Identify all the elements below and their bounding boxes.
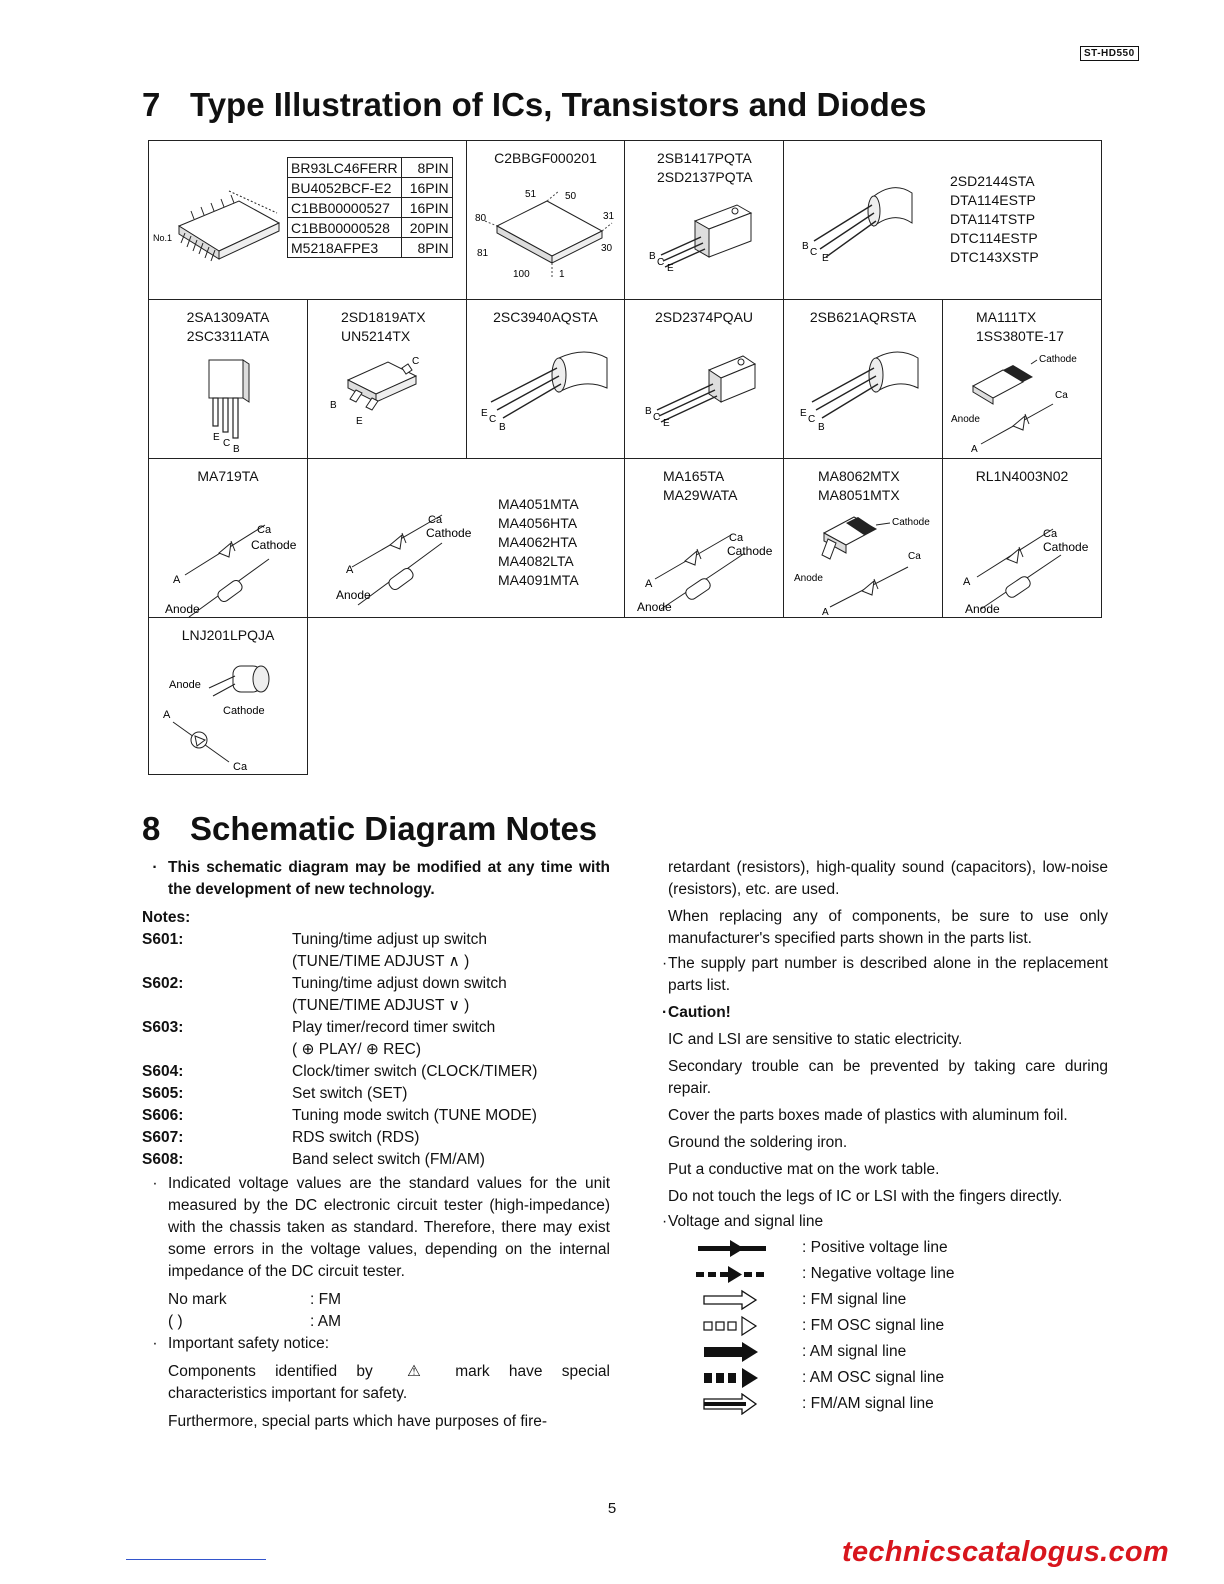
switch-id: S608:: [142, 1151, 184, 1168]
pin-label: E: [481, 408, 488, 419]
am-signal-icon: [662, 1341, 802, 1363]
pin-label: B: [499, 422, 506, 433]
legend-label: : AM signal line: [802, 1343, 907, 1360]
switch-desc: (TUNE/TIME ADJUST ∨ ): [292, 997, 470, 1014]
list-item: [142, 973, 610, 995]
led-illustration: [149, 658, 309, 774]
ic-pins: 8PIN: [401, 238, 452, 258]
pin-label: B: [649, 251, 656, 262]
section-8-title: [142, 810, 597, 848]
pin-label: A: [963, 576, 971, 588]
pin-label: Ca: [233, 761, 248, 773]
list-item: IC and LSI are sensitive to static electricity.: [668, 1031, 963, 1048]
ic-part: M5218AFPE3: [288, 238, 402, 258]
list-item: [662, 1391, 1108, 1417]
part-label: RL1N4003N02: [975, 468, 1069, 484]
part-label: MA165TA: [663, 468, 725, 484]
parts-paragraph: retardant (resistors), high-quality sound (capacitors), low-noise (resistors), etc. are used.: [668, 859, 1108, 898]
pin-label: 50: [565, 191, 577, 202]
list-item: [662, 1339, 1108, 1365]
notes-heading: Notes:: [142, 909, 191, 926]
transistor-to92-illustration: [784, 340, 944, 458]
intro-text: This schematic diagram may be modified at any time with the development of new technology.: [168, 859, 610, 898]
transistor-cell-621: [783, 299, 943, 459]
transistor-smd-illustration: [308, 350, 468, 458]
signal-heading: Voltage and signal line: [668, 1213, 824, 1230]
transistor-tab-illustration: [625, 340, 785, 458]
list-item: [142, 1127, 610, 1149]
model-badge: ST-HD550: [1080, 46, 1139, 61]
caution-heading: Caution!: [668, 1004, 731, 1021]
supply-note: · The supply part number is described alone in the replacement parts list.: [662, 953, 1108, 997]
caution-heading-row: · Caution!: [662, 1002, 1108, 1024]
table-row: [288, 238, 453, 258]
diode-axial-illustration: [149, 499, 309, 617]
table-row: [288, 158, 453, 178]
mark-legend: [168, 1289, 610, 1333]
list-item: [168, 1311, 610, 1333]
signal-heading-row: · Voltage and signal line: [662, 1211, 1108, 1233]
ic-pins: 20PIN: [401, 218, 452, 238]
list-item: Put a conductive mat on the work table.: [668, 1161, 940, 1178]
pin-label: 1: [559, 269, 565, 280]
safety-paragraph-2: Furthermore, special parts which have purposes of fire-: [168, 1413, 548, 1430]
transistor-tab-illustration: [625, 191, 785, 299]
diode-cell-8062: [783, 458, 943, 618]
ic-sop-illustration: [149, 181, 289, 271]
list-item: [142, 1039, 610, 1061]
section-7-number: 7: [142, 86, 161, 123]
list-item: [662, 1287, 1108, 1313]
diode-cell-4003: [942, 458, 1102, 618]
switch-desc: Set switch (SET): [292, 1085, 408, 1102]
transistor-cell-2374: [624, 299, 784, 459]
pin-label: A: [346, 564, 354, 576]
pin-label: Ca: [428, 514, 443, 526]
part-label: 2SB1417PQTA: [657, 150, 752, 166]
pin-label: E: [663, 418, 670, 429]
warning-triangle-icon: ⚠: [407, 1363, 421, 1380]
ic-package-cell: [148, 140, 467, 300]
list-item: Ground the soldering iron.: [668, 1134, 848, 1151]
qfp-illustration: [467, 181, 626, 299]
legend-label: : FM signal line: [802, 1291, 907, 1308]
legend-label: : FM/AM signal line: [802, 1395, 934, 1412]
pin-label: Cathode: [727, 544, 773, 558]
ic-part: C1BB00000528: [288, 218, 402, 238]
part-label: MA4056HTA: [498, 515, 578, 531]
caution-list: [668, 1029, 1108, 1208]
list-item: [142, 951, 610, 973]
mark-label: No mark: [168, 1291, 227, 1308]
pin-label: C: [653, 412, 661, 423]
list-item: [142, 995, 610, 1017]
switch-desc: Play timer/record timer switch: [292, 1019, 496, 1036]
diode-cell-111: [942, 299, 1102, 459]
supply-text: The supply part number is described alone in the replacement parts list.: [668, 955, 1108, 994]
switch-id: S603:: [142, 1019, 184, 1036]
part-label: MA8051MTX: [818, 487, 900, 503]
list-item: [142, 929, 610, 951]
diode-smd-illustration: [943, 348, 1103, 458]
pin-label: C: [810, 247, 818, 258]
pin-label: Ca: [729, 532, 744, 544]
section-8-title-text: Schematic Diagram Notes: [190, 810, 598, 847]
voltage-note: · Indicated voltage values are the standard values for the unit measured by the DC electronic circuit tester (high-impedance) with the chassis taken as standard. Therefore, there may exist some errors in the voltage values, depending on the internal impedance of the DC circuit tester.: [142, 1173, 610, 1283]
pin-label: Anode: [169, 679, 201, 691]
table-row: [288, 218, 453, 238]
part-label: LNJ201LPQJA: [181, 627, 275, 643]
pin-label: Cathode: [426, 526, 472, 540]
part-label: 2SD2374PQAU: [654, 309, 754, 325]
switch-desc: Tuning/time adjust up switch: [292, 931, 487, 948]
part-label: DTC114ESTP: [950, 230, 1038, 246]
pin-label: Anode: [794, 573, 823, 584]
part-label: MA8062MTX: [818, 468, 900, 484]
pin-label: E: [213, 432, 220, 443]
diode-axial-illustration: [943, 499, 1103, 617]
pin-label: Cathode: [892, 517, 930, 528]
diode-cell-165: [624, 458, 784, 618]
band-label: : AM: [310, 1313, 342, 1330]
diode-axial-illustration: [625, 509, 785, 617]
pin-label: C: [808, 414, 816, 425]
list-item: [142, 1105, 610, 1127]
legend-label: : Positive voltage line: [802, 1239, 948, 1256]
legend-label: : AM OSC signal line: [802, 1369, 945, 1386]
page-number: 5: [607, 1500, 617, 1517]
switch-id: S605:: [142, 1085, 184, 1102]
safety-note: · Important safety notice:: [142, 1333, 610, 1355]
transistor-cell-1417: [624, 140, 784, 300]
part-label: DTA114ESTP: [950, 192, 1036, 208]
ic-pins: 8PIN: [401, 158, 452, 178]
list-item: [142, 1017, 610, 1039]
switch-list: [142, 929, 610, 1171]
diode-smd-illustration: [784, 507, 944, 617]
ic-part: C1BB00000527: [288, 198, 402, 218]
switch-desc: Tuning/time adjust down switch: [292, 975, 507, 992]
transistor-cell-1819: [307, 299, 467, 459]
mark-label: ( ): [168, 1313, 183, 1330]
list-item: [168, 1289, 610, 1311]
pin-label: B: [330, 400, 337, 411]
section-8-number: 8: [142, 810, 161, 847]
pin-label: Anode: [336, 588, 371, 602]
section-7-title: [142, 86, 927, 124]
pin-label: C: [223, 438, 231, 449]
pin-label: Cathode: [251, 538, 297, 552]
pin-label: Anode: [165, 602, 200, 616]
signal-legend: [662, 1235, 1108, 1417]
switch-desc: Tuning mode switch (TUNE MODE): [292, 1107, 537, 1124]
pin-label: A: [822, 607, 829, 617]
ic-part: BU4052BCF-E2: [288, 178, 402, 198]
qfp-cell: [466, 140, 625, 300]
pin-label: Ca: [257, 524, 272, 536]
positive-line-icon: [662, 1239, 802, 1257]
diode-axial-illustration: [308, 479, 488, 617]
part-label: DTC143XSTP: [950, 249, 1039, 265]
transistor-cell-2144: [783, 140, 1102, 300]
transistor-cell-1309: [148, 299, 308, 459]
section-7-title-text: Type Illustration of ICs, Transistors and Diodes: [190, 86, 927, 123]
list-item: [142, 1149, 610, 1171]
band-label: : FM: [310, 1291, 341, 1308]
replacement-paragraph: When replacing any of components, be sure to use only manufacturer's specified parts shown in the parts list.: [668, 908, 1108, 947]
list-item: Cover the parts boxes made of plastics with aluminum foil.: [668, 1107, 1068, 1124]
ic-pins: 16PIN: [401, 198, 452, 218]
pin-label: Ca: [1055, 390, 1068, 401]
pin-label: B: [818, 422, 825, 433]
switch-desc: ( ⊕ PLAY/ ⊕ REC): [292, 1041, 422, 1058]
voltage-note-text: Indicated voltage values are the standard values for the unit measured by the DC electronic circuit tester (high-impedance) with the chassis taken as standard. Therefore, there may exist some errors in the voltage values, depending on the internal impedance of the DC circuit tester.: [168, 1175, 610, 1280]
list-item: [662, 1235, 1108, 1261]
part-label: 2SD1819ATX: [341, 309, 426, 325]
switch-desc: Band select switch (FM/AM): [292, 1151, 485, 1168]
safety-heading: Important safety notice:: [168, 1335, 330, 1352]
switch-desc: (TUNE/TIME ADJUST ∧ ): [292, 953, 470, 970]
qfp-part-label: C2BBGF000201: [494, 150, 597, 166]
transistor-sip-illustration: [149, 350, 309, 458]
negative-line-icon: [662, 1265, 802, 1283]
pin-label: A: [971, 444, 978, 455]
pin-label: C: [657, 257, 665, 268]
switch-id: S604:: [142, 1063, 184, 1080]
ic-no1-label: No.1: [153, 233, 173, 243]
switch-id: S601:: [142, 931, 184, 948]
list-item: Do not touch the legs of IC or LSI with the fingers directly.: [668, 1188, 1063, 1205]
legend-label: : Negative voltage line: [802, 1265, 955, 1282]
part-label: 2SD2137PQTA: [657, 169, 753, 185]
ic-part: BR93LC46FERR: [288, 158, 402, 178]
part-label: MA29WATA: [663, 487, 738, 503]
transistor-to92-illustration: [784, 171, 944, 291]
list-item: [662, 1261, 1108, 1287]
part-label: 2SD2144STA: [950, 173, 1035, 189]
intro-note: · This schematic diagram may be modified at any time with the development of new technology.: [142, 857, 610, 901]
notes-right-column: [662, 857, 1108, 1417]
pin-label: 30: [601, 243, 613, 254]
pin-label: 81: [477, 248, 489, 259]
list-item: [662, 1365, 1108, 1391]
part-label: DTA114TSTP: [950, 211, 1036, 227]
pin-label: Cathode: [1043, 540, 1089, 554]
list-item: Secondary trouble can be prevented by taking care during repair.: [668, 1058, 1108, 1097]
diode-cell-719: [148, 458, 308, 618]
pin-label: Anode: [637, 600, 672, 614]
table-row: [288, 178, 453, 198]
switch-id: S602:: [142, 975, 184, 992]
part-label: MA719TA: [197, 468, 259, 484]
led-cell-201: [148, 617, 308, 775]
list-item: [662, 1313, 1108, 1339]
part-label: MA4091MTA: [498, 572, 579, 588]
safety-paragraph: [168, 1361, 610, 1405]
legend-label: : FM OSC signal line: [802, 1317, 945, 1334]
pin-label: B: [645, 406, 652, 417]
switch-desc: Clock/timer switch (CLOCK/TIMER): [292, 1063, 538, 1080]
switch-desc: RDS switch (RDS): [292, 1129, 420, 1146]
pin-label: 51: [525, 189, 537, 200]
part-label: MA4051MTA: [498, 496, 579, 512]
fm-am-signal-icon: [662, 1393, 802, 1415]
pin-label: E: [667, 263, 674, 274]
part-label: 2SA1309ATA: [186, 309, 270, 325]
pin-label: Cathode: [223, 705, 265, 717]
part-label: MA4062HTA: [498, 534, 578, 550]
footer-rule: [126, 1559, 266, 1560]
pin-label: E: [356, 416, 363, 427]
pin-label: C: [412, 356, 420, 367]
pin-label: B: [802, 241, 809, 252]
am-osc-signal-icon: [662, 1367, 802, 1389]
pin-label: A: [163, 709, 171, 721]
part-label: MA4082LTA: [498, 553, 574, 569]
part-label: 2SC3940AQSTA: [493, 309, 598, 325]
watermark: technicscatalogus.com: [842, 1536, 1170, 1568]
pin-label: Ca: [1043, 528, 1058, 540]
safety-text: mark have special characteristics important for safety.: [168, 1363, 610, 1402]
pin-label: 80: [475, 213, 487, 224]
pin-label: 31: [603, 211, 615, 222]
notes-left-column: [142, 857, 610, 1433]
ic-pins: 16PIN: [401, 178, 452, 198]
transistor-to92-illustration: [467, 340, 626, 458]
pin-label: 100: [513, 269, 530, 280]
pin-label: A: [645, 578, 653, 590]
transistor-cell-3940: [466, 299, 625, 459]
pin-label: E: [822, 253, 829, 264]
table-row: [288, 198, 453, 218]
pin-label: Cathode: [1039, 354, 1077, 365]
list-item: [142, 1061, 610, 1083]
safety-text: Components identified by: [168, 1363, 373, 1380]
pin-label: Anode: [951, 414, 980, 425]
switch-id: S607:: [142, 1129, 184, 1146]
pin-label: B: [233, 444, 240, 455]
part-label: 2SC3311ATA: [186, 328, 270, 344]
fm-osc-signal-icon: [662, 1315, 802, 1337]
ic-pin-table: [287, 157, 453, 258]
diode-cell-4051: [307, 458, 625, 618]
list-item: [142, 1083, 610, 1105]
pin-label: E: [800, 408, 807, 419]
pin-label: A: [173, 574, 181, 586]
pin-label: Ca: [908, 551, 921, 562]
part-label: 2SB621AQRSTA: [809, 309, 917, 325]
part-label: MA111TX: [976, 309, 1037, 325]
fm-signal-icon: [662, 1289, 802, 1311]
switch-id: S606:: [142, 1107, 184, 1124]
pin-label: C: [489, 414, 497, 425]
part-label: UN5214TX: [341, 328, 411, 344]
pin-label: Anode: [965, 602, 1000, 616]
part-label: 1SS380TE-17: [976, 328, 1064, 344]
